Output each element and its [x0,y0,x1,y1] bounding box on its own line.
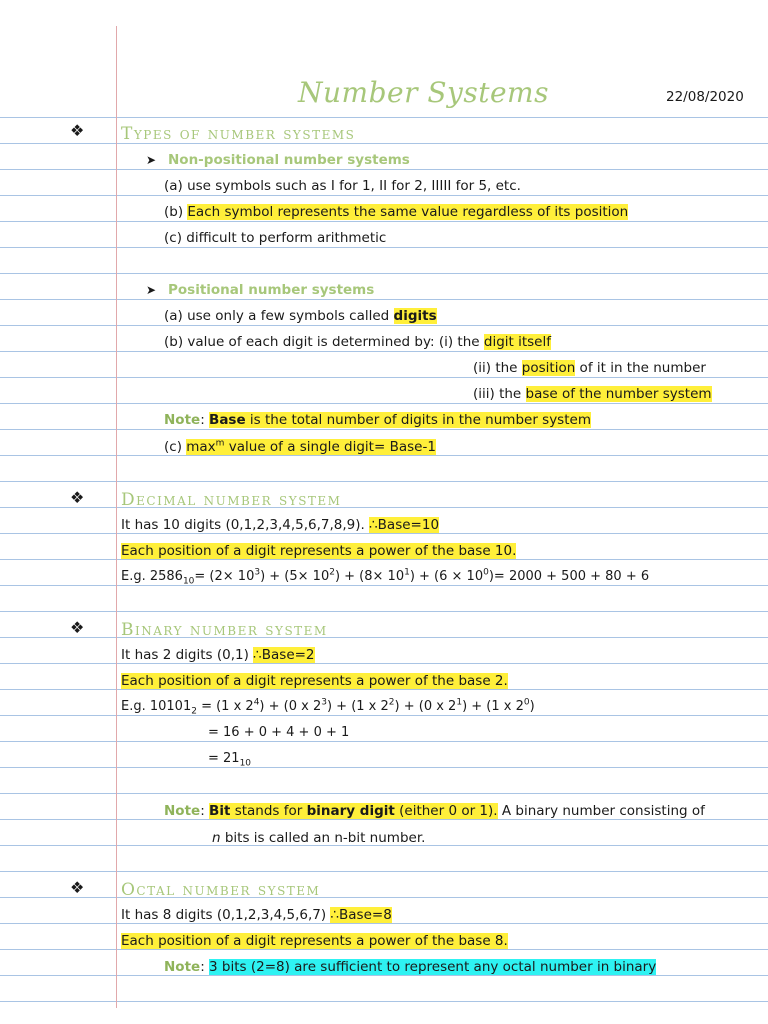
nonpositional-b-label: (b) [164,204,188,220]
positional-b-iii-text: (iii) the [473,386,526,402]
diamond-bullet-icon: ❖ [70,488,85,507]
binary-line2-highlight: Each position of a digit represents a power of the base 2. [121,673,508,689]
decimal-eg-d: ) + (8× 10 [334,569,405,584]
positional-c-highlight: value of a single digit= Base-1 [224,439,436,455]
binary-eg-s1: 4 [253,697,260,708]
positional-a [164,307,437,325]
binary-line1-text: It has 2 digits (0,1) [121,647,254,663]
nonpositional-c: (c) difficult to perform arithmetic [164,230,387,246]
octal-note [164,958,656,976]
decimal-eg-b: = (2× 10 [194,569,255,584]
note-label: Note [164,412,201,428]
binary-eg-a: E.g. 10101 [121,699,192,714]
binary-step2-sub: 10 [239,758,252,769]
binary-eg-s3: 2 [388,697,395,708]
note-n: n [212,830,221,846]
positional-b-iii [473,385,712,403]
nonpositional-b-highlight: Each symbol represents the same value regardless of its position [187,204,629,220]
decimal-line1 [121,516,439,534]
decimal-eg-s1: 3 [254,567,261,578]
binary-note-line2 [212,829,425,847]
binary-eg-e: ) + (0 x 2 [394,699,457,714]
note-colon: : [200,959,210,975]
binary-eg-b: = (1 x 2 [196,699,254,714]
decimal-eg-s2: 2 [329,567,335,578]
note-rest: A binary number consisting of [497,803,705,819]
note-highlight: is the total number of digits in the number system [245,412,591,428]
decimal-example [121,568,649,586]
note-label: Note [164,803,201,819]
note-keyword: Base [209,412,246,428]
octal-line1 [121,906,392,924]
binary-eg-s2: 3 [321,697,327,708]
positional-b-ii-text: (ii) the [473,360,522,376]
decimal-line2 [121,542,516,560]
positional-b-ii-tail: of it in the number [575,360,706,376]
octal-line2-highlight: Each position of a digit represents a power of the base 8. [121,933,508,949]
binary-step1: = 16 + 0 + 4 + 0 + 1 [208,725,350,740]
note-colon: : [200,803,210,819]
section-heading-binary: Binary number system [121,620,328,640]
positional-b-highlight: digit itself [483,334,551,350]
page-date: 22/08/2020 [666,89,744,105]
note-label: Note [164,959,201,975]
binary-line1 [121,646,315,664]
nonpositional-a: (a) use symbols such as I for 1, II for 2, IIIII for 5, etc. [164,178,521,194]
binary-eg-c: ) + (0 x 2 [259,699,322,714]
decimal-eg-s4: 0 [483,567,489,578]
decimal-eg-e: ) + (6 × 10 [409,569,484,584]
decimal-eg-s3: 1 [404,567,410,578]
positional-b-text: (b) value of each digit is determined by: (i) the [164,334,484,350]
positional-c-sup: m [215,438,225,449]
positional-b [164,333,551,351]
binary-eg-s5: 0 [523,697,530,708]
positional-c-text: (c) [164,439,187,455]
positional-a-text: (a) use only a few symbols called [164,308,394,324]
section-heading-decimal: Decimal number system [121,490,342,510]
nonpositional-b [164,203,628,221]
note-bit: Bit [209,803,231,819]
arrow-bullet-icon: ➤ [146,283,157,297]
arrow-bullet-icon: ➤ [146,153,157,167]
binary-eg-s4: 1 [456,697,463,708]
note-mid2: (either 0 or 1). [394,803,498,819]
decimal-eg-a: E.g. 2586 [121,569,183,584]
binary-base-highlight: ∴Base=2 [253,647,315,663]
note-colon: : [200,412,210,428]
binary-eg-g: ) [529,699,535,714]
note-binary-digit: binary digit [306,803,395,819]
decimal-line2-highlight: Each position of a digit represents a power of the base 10. [121,543,517,559]
positional-note [164,411,591,429]
binary-line2 [121,672,508,690]
binary-eg-d: ) + (1 x 2 [326,699,389,714]
subheading-nonpositional: Non-positional number systems [168,152,410,168]
binary-eg-f: ) + (1 x 2 [462,699,524,714]
octal-line2 [121,932,508,950]
octal-base-highlight: ∴Base=8 [330,907,392,923]
section-heading-types: Types of number systems [121,124,356,144]
margin-line [116,26,117,1008]
binary-note [164,802,705,820]
positional-a-highlight: digits [393,308,437,324]
decimal-eg-sub: 10 [182,576,195,587]
binary-step2-value: = 21 [208,751,240,766]
positional-c [164,438,436,456]
diamond-bullet-icon: ❖ [70,878,85,897]
binary-step2 [208,750,251,768]
positional-b-ii-highlight: position [521,360,576,376]
note-mid1: stands for [230,803,307,819]
positional-b-ii [473,359,706,377]
decimal-eg-c: ) + (5× 10 [260,569,330,584]
octal-note-highlight: 3 bits (2=8) are sufficient to represent any octal number in binary [209,959,657,975]
binary-eg-sub: 2 [191,706,197,717]
octal-line1-text: It has 8 digits (0,1,2,3,4,5,6,7) [121,907,331,923]
section-heading-octal: Octal number system [121,880,321,900]
positional-c-max: max [186,439,216,455]
page-title: Number Systems [298,76,549,109]
diamond-bullet-icon: ❖ [70,121,85,140]
decimal-base-highlight: ∴Base=10 [369,517,440,533]
decimal-line1-text: It has 10 digits (0,1,2,3,4,5,6,7,8,9). [121,517,370,533]
decimal-eg-f: )= 2000 + 500 + 80 + 6 [488,569,650,584]
subheading-positional: Positional number systems [168,282,375,298]
positional-b-iii-highlight: base of the number system [525,386,712,402]
binary-example [121,698,535,716]
note-line2-text: bits is called an n-bit number. [220,830,426,846]
diamond-bullet-icon: ❖ [70,618,85,637]
